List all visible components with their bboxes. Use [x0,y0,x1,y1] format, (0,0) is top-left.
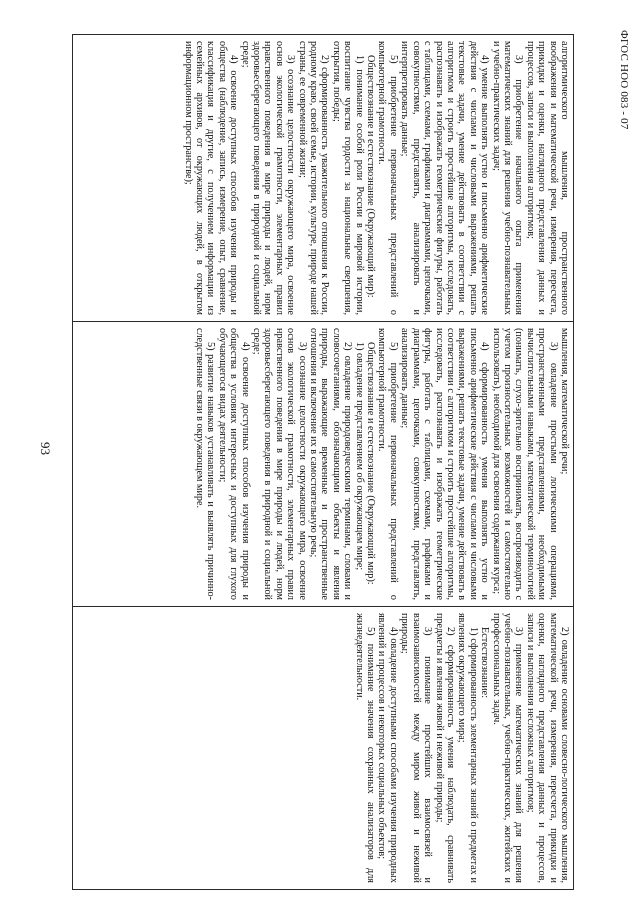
paragraph: 4) сформированность умения выполнять устно и письменно арифметические действия с числами и числовыми выражениями, решать текстовые задачи, умение действовать в соответствии с алгоритмом и строить простейшие алгоритмы, исследовать, распознавать и изображать геометрические фигуры, работать с таблицами, схемами, графиками и диаграммами, цепочками, совокупностями, представлять, анализировать данные; [399,328,491,600]
paragraph: 3) приобретение начального опыта применения математических знаний для решения учебно-познавательных и учебно-практических задач; [490,41,525,315]
paragraph: 2) сформированность умения наблюдать, сравнивать предметы и явления живой и неживой природы; [433,613,456,883]
paragraph: 5) приобретение первоначальных представлений о компьютерной грамотности. [376,41,399,315]
paragraph: 2) овладение основами словесно-логического мышления, математической речи, измерения, пересчета, прикидки и оценки, наглядного представления данных и процессов, записи и выполнения несложных алгоритмов; [524,613,570,883]
section-heading: Обществознание и естествознание (Окружающий мир): [365,55,377,298]
paragraph: 2) овладение природоведческими терминами, словами и словосочетаниями, обозначающими объекты и явления природы, выражающие временные и пространственные отношения и включение их в самостоятельную речь; [308,328,354,600]
content-table [72,34,574,890]
paragraph: 5) приобретение первоначальных представлений о компьютерной грамотности. [376,328,399,600]
paragraph: 1) овладение представлением об окружающем мире; [353,342,365,571]
section-heading: Естествознание: [479,627,491,699]
page-number: 93 [38,442,53,455]
paragraph: 2) сформированность уважительного отношения к России, родному краю, своей семье, истории, культуре, природе нашей страны, ее современной жизни; [296,41,331,315]
table-column-2 [73,321,573,606]
paragraph: 3) применение математических знаний для решения учебно-познавательных, учебно-практических, житейских и профессиональных задач. [490,613,525,883]
table-column-3 [73,606,573,889]
paragraph: 4) освоение доступных способов изучения природы и общества (наблюдение, запись, измерение, опыт, сравнение, классификация и другие, с получением информации из семейных архивов, от окружающих людей, в открытом информационном пространстве); [182,41,240,315]
paragraph: 3) осознание целостности окружающего мира, освоение основ экологической грамотности, элементарных правил нравственного поведения в мире природы и людей, норм здоровьесберегающего поведения в природной и социальной среде; [239,41,297,315]
paragraph: алгоритмического мышления, пространственного воображения и математической речи, измерения, пересчета, прикидки и оценки, наглядного представления данных и процессов, записи и выполнения алгоритмов; [524,41,570,315]
paragraph: 3) понимание простейших взаимосвязей и взаимозависимостей между миром живой и неживой природы; [399,613,434,883]
paragraph: 3) овладение простыми логическими операциями, пространственными представлениями, необходимыми вычислительными навыками, математической терминологией (понимать, слухо-зрительно воспринимать, воспроизводить с учетом произносительных возможностей и самостоятельно использовать), необходимой для освоения содержания курса; [490,328,559,600]
paragraph: 4) овладение доступными способами изучения природных явлений и процессов и некоторых социальных объектов; [376,613,399,883]
paragraph: 4) умение выполнять устно и письменно арифметические действия с числами и числовыми выражениями, решать текстовые задачи, умение действовать в соответствии с алгоритмом и строить простейшие алгоритмы, исследовать, распознавать и изображать геометрические фигуры, работать с таблицами, схемами, графиками и диаграммами, цепочками, совокупностями, представлять, анализировать и интерпретировать данные; [399,41,491,315]
paragraph: мышления, математической речи; [559,328,570,475]
paragraph: 1) понимание особой роли России в мировой истории, воспитание чувства гордости за национальные свершения, открытия, победы; [330,41,365,315]
paragraph: 5) развитие навыков устанавливать и выявлять причинно-следственные связи в окружающем мире. [194,328,217,600]
table-column-1 [73,35,573,321]
footer-standard-code: ФГОС НОО 083 - 07 [618,30,630,130]
paragraph: 3) осознание целостности окружающего мира, освоение основ экологической грамотности, элементарных правил нравственного поведения в мире природы и людей, норм здоровьесберегающего поведения в природной и социальной среде; [251,328,308,600]
paragraph: 5) понимание значения сохранных анализаторов для жизнедеятельности. [353,613,377,883]
paragraph: 1) сформированность элементарных знаний о предметах и явлениях окружающего мира; [456,613,479,883]
section-heading: Обществознание и естествознание (Окружающий мир): [365,342,377,585]
paragraph: 4) освоение доступных способов изучения природы и общества в условиях интересных и доступных для глухого обучающегося видах деятельности; [216,328,251,600]
